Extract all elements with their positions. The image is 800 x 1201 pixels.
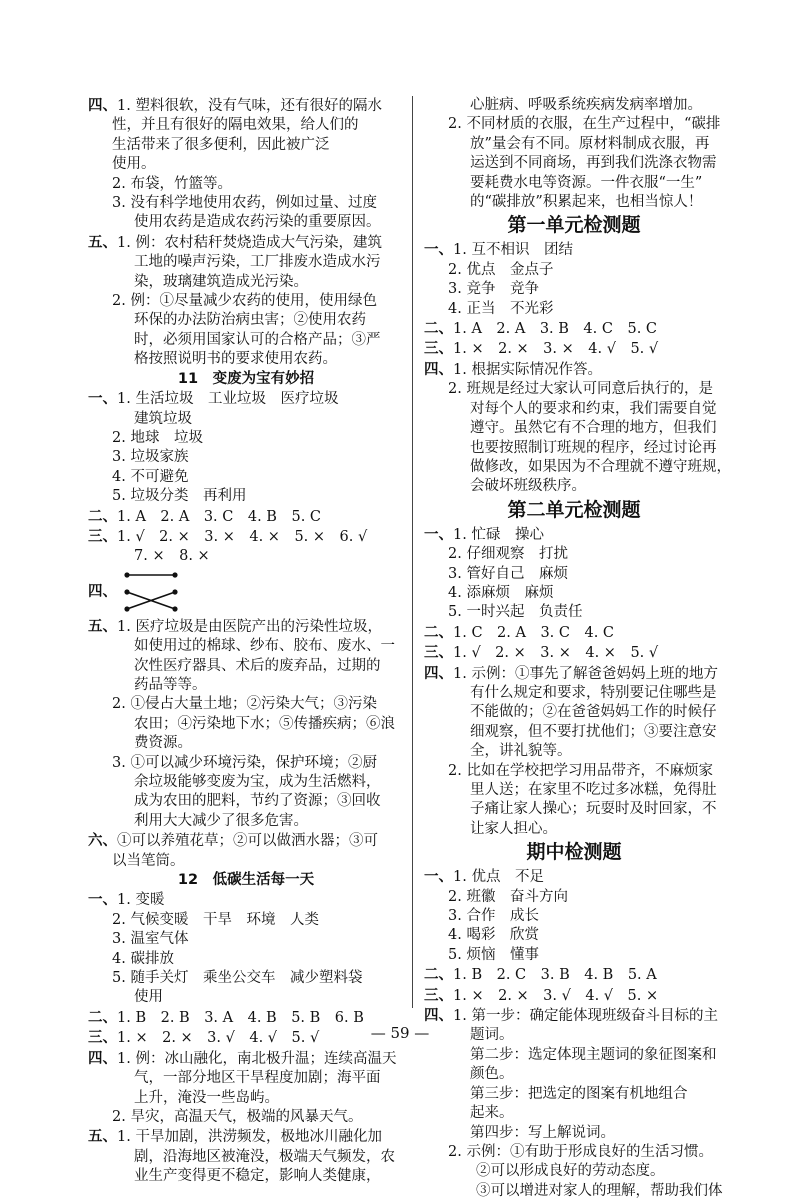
answer-line: 以当笔筒。: [112, 852, 185, 869]
answer-line: 做修改，如果因为不合理就不遵守班规，: [470, 458, 731, 475]
answer-line: 建筑垃圾: [134, 410, 192, 427]
column-divider: [412, 96, 413, 1008]
answer-line: 一、1. 互不相识 团结: [424, 241, 573, 259]
answer-line: 对每个人的要求和约束，我们需要自觉: [470, 400, 717, 417]
answer-line: 要耗费水电等资源。一件衣服“一生”: [470, 174, 703, 191]
answer-line: 起来。: [470, 1105, 514, 1122]
answer-line: 有什么规定和要求，特别要记住哪些是: [470, 684, 717, 701]
answer-line: 3. ①可以减少环境污染，保护环境；②厨: [112, 754, 377, 771]
answer-line: 会破坏班级秩序。: [470, 478, 586, 495]
answer-line: 5. 随手关灯 乘坐公交车 减少塑料袋: [112, 970, 363, 987]
answer-line: 二、1. A 2. A 3. C 4. B 5. C: [88, 507, 322, 525]
answer-line: 3. 管好自己 麻烦: [448, 565, 568, 582]
answer-line: 三、1. × 2. × 3. × 4. √ 5. √: [424, 340, 659, 358]
answer-line: 使用: [134, 989, 163, 1006]
section-marker: 二、: [424, 320, 453, 338]
answer-line: 三、1. × 2. × 3. √ 4. √ 5. √: [88, 1029, 320, 1047]
answer-line: 农田；④污染地下水；⑤传播疾病；⑥浪: [134, 715, 395, 732]
answer-line: 7. × 8. ×: [134, 548, 210, 565]
answer-line: 三、1. √ 2. × 3. × 4. × 5. × 6. √: [88, 527, 368, 545]
section-title: 第二单元检测题: [507, 498, 641, 521]
section-marker: 三、: [424, 986, 453, 1004]
answer-line: 4. 喝彩 欣赏: [448, 927, 539, 944]
answer-line: 5. 垃圾分类 再利用: [112, 488, 247, 505]
answer-line: 2. 布袋，竹篮等。: [112, 175, 232, 192]
section-marker: 一、: [88, 390, 117, 408]
section-marker: 五、: [88, 617, 117, 635]
answer-line: 一、1. 优点 不足: [424, 868, 544, 886]
answer-line: 第四步：写上解说词。: [470, 1124, 615, 1141]
answer-line: 运送到不同商场，再到我们洗涤衣物需: [470, 155, 717, 172]
answer-line: 染，玻璃建筑造成光污染。: [134, 273, 308, 290]
answer-line: 5. 烦恼 懂事: [448, 946, 539, 963]
lesson-title: 11 变废为宝有妙招: [177, 370, 315, 387]
answer-line: 细观察，但不要打扰他们；③要注意安: [470, 723, 717, 740]
answer-line: 第二步：选定体现主题词的象征图案和: [470, 1046, 717, 1063]
answer-line: 子痛让家人操心；玩耍时及时回家，不: [470, 801, 717, 818]
section-marker: 四、: [424, 1007, 453, 1025]
answer-line: 利用大大减少了很多危害。: [134, 812, 308, 829]
answer-line: 心脏病、呼吸系统疾病发病率增加。: [470, 97, 702, 113]
section-marker: 一、: [424, 868, 453, 886]
section-marker: 二、: [88, 507, 117, 525]
answer-line: 4. 碳排放: [112, 950, 174, 967]
section-marker: 五、: [88, 1128, 117, 1146]
left-column: [88, 96, 404, 1187]
section-marker: 四、: [88, 1049, 117, 1067]
section-marker: 二、: [424, 966, 453, 984]
answer-line: 3. 没有科学地使用农药，例如过量、过度: [112, 195, 377, 212]
answer-line: 一、1. 生活垃圾 工业垃圾 医疗垃圾: [88, 390, 339, 408]
answer-line: 4. 不可避免: [112, 468, 189, 485]
answer-line: 次性医疗器具、术后的废弃品，过期的: [134, 657, 381, 674]
answer-line: 三、1. √ 2. × 3. × 4. × 5. √: [424, 644, 659, 662]
answer-line: 4. 正当 不光彩: [448, 300, 554, 317]
match-dot: [172, 589, 177, 594]
question-label: 四、: [88, 583, 117, 601]
match-dot: [124, 572, 129, 577]
answer-line: 3. 垃圾家族: [112, 449, 189, 466]
match-dot: [124, 606, 129, 611]
answer-line: 业生产变得更不稳定，影响人类健康，: [134, 1168, 381, 1185]
section-marker: 一、: [424, 241, 453, 259]
answer-line: 题词。: [470, 1027, 514, 1044]
answer-line: 工地的噪声污染，工厂排废水造成水污: [134, 254, 381, 271]
answer-line: 费资源。: [134, 735, 192, 752]
answer-line: 药品等等。: [134, 676, 207, 693]
answer-line: 也要按照制订班规的程序，经过讨论再: [470, 439, 717, 456]
answer-line: ③可以增进对家人的理解，帮助我们体: [476, 1182, 723, 1199]
lesson-title: 12 低碳生活每一天: [177, 872, 315, 889]
answer-line: 气，一部分地区干旱程度加剧；海平面: [134, 1070, 381, 1087]
match-dot: [172, 572, 177, 577]
answer-line: 上升，淹没一些岛屿。: [134, 1089, 279, 1106]
section-marker: 三、: [424, 644, 453, 662]
answer-line: 颜色。: [470, 1066, 514, 1083]
answer-line: 二、1. B 2. C 3. B 4. B 5. A: [424, 966, 657, 984]
answer-line: 3. 温室气体: [112, 931, 189, 948]
answer-line: 如使用过的棉球、纱布、胶布、废水、一: [134, 638, 395, 655]
answer-line: 环保的办法防治病虫害；②使用农药: [134, 312, 366, 329]
answer-line: 三、1. × 2. × 3. √ 4. √ 5. ×: [424, 986, 659, 1004]
section-marker: 五、: [88, 233, 117, 251]
answer-line: 四、1. 示例：①事先了解爸爸妈妈上班的地方: [424, 664, 718, 682]
section-marker: 三、: [424, 340, 453, 358]
section-marker: 一、: [88, 891, 117, 909]
answer-line: 4. 添麻烦 麻烦: [448, 584, 554, 601]
section-marker: 三、: [88, 1029, 117, 1047]
answer-line: 2. 仔细观察 打扰: [448, 546, 568, 563]
answer-line: 2. 示例：①有助于形成良好的生活习惯。: [448, 1143, 713, 1160]
answer-line: 一、1. 变暖: [88, 891, 165, 909]
answer-line: ②可以形成良好的劳动态度。: [476, 1163, 665, 1180]
answer-line: 四、1. 第一步：确定能体现班级奋斗目标的主: [424, 1007, 718, 1025]
answer-line: 五、1. 干旱加剧，洪涝频发，极地冰川融化加: [88, 1128, 382, 1146]
answer-line: 遵守。虽然它有不合理的地方，但我们: [470, 420, 717, 437]
section-marker: 四、: [88, 97, 117, 114]
answer-line: 2. 例：①尽量减少农药的使用，使用绿色: [112, 293, 377, 310]
answer-line: 一、1. 忙碌 操心: [424, 525, 544, 543]
answer-line: 2. 优点 金点子: [448, 261, 554, 278]
answer-line: 性，并且有很好的隔电效果，给人们的: [112, 117, 359, 134]
section-title: 期中检测题: [526, 841, 622, 864]
answer-line: 成为农田的肥料，节约了资源；③回收: [134, 793, 381, 810]
section-marker: 四、: [424, 664, 453, 682]
answer-line: 2. ①侵占大量土地；②污染大气；③污染: [112, 696, 377, 713]
answer-line: 里人送；在家里不吃过多冰糕，免得肚: [470, 782, 717, 798]
answer-line: 第三步：把选定的图案有机地组合: [470, 1085, 688, 1102]
answer-line: 全，讲礼貌等。: [470, 743, 572, 760]
match-dot: [172, 606, 177, 611]
answer-line: 使用。: [112, 156, 156, 173]
answer-line: 时，必须用国家认可的合格产品；③严: [134, 331, 381, 348]
section-marker: 四、: [424, 360, 453, 378]
answer-line: 2. 不同材质的衣服，在生产过程中，“碳排: [448, 116, 721, 133]
matching-answer: [88, 567, 404, 617]
answer-line: 五、1. 医疗垃圾是由医院产出的污染性垃圾，: [88, 617, 382, 635]
answer-line: 余垃圾能够变废为宝，成为生活燃料，: [134, 774, 381, 790]
answer-line: 二、1. B 2. B 3. A 4. B 5. B 6. B: [88, 1008, 364, 1026]
answer-line: 五、1. 例：农村秸秆焚烧造成大气污染，建筑: [88, 233, 382, 251]
section-marker: 六、: [88, 832, 117, 850]
answer-line: 3. 合作 成长: [448, 908, 539, 925]
section-marker: 一、: [424, 525, 453, 543]
answer-line: 的“碳排放”积累起来，也相当惊人！: [470, 194, 703, 211]
answer-line: 二、1. A 2. A 3. B 4. C 5. C: [424, 320, 658, 338]
answer-line: 六、①可以养殖花草；②可以做洒水器；③可: [88, 832, 378, 850]
answer-line: 2. 班规是经过大家认可同意后执行的，是: [448, 381, 713, 398]
section-marker: 二、: [424, 623, 453, 641]
answer-line: 四、1. 根据实际情况作答。: [424, 360, 602, 378]
answer-line: 2. 旱灾，高温天气，极端的风暴天气。: [112, 1108, 363, 1125]
answer-line: 2. 比如在学校把学习用品带齐，不麻烦家: [448, 762, 713, 779]
answer-line: 2. 气候变暖 干旱 环境 人类: [112, 911, 319, 928]
section-title: 第一单元检测题: [507, 214, 641, 237]
answer-line: 不能做的；②在爸爸妈妈工作的时候仔: [470, 704, 717, 721]
answer-line: 2. 班徽 奋斗方向: [448, 888, 568, 905]
answer-line: 5. 一时兴起 负责任: [448, 604, 583, 621]
section-marker: 三、: [88, 527, 117, 545]
answer-line: 放”量会有不同。原材料制成衣服，再: [470, 135, 710, 152]
answer-line: 生活带来了很多便利，因此被广泛: [112, 136, 330, 153]
answer-line: 3. 竞争 竞争: [448, 281, 539, 298]
answer-line: 使用农药是造成农药污染的重要原因。: [134, 214, 381, 231]
answer-line: 剧，沿海地区被淹没，极端天气频发，农: [134, 1148, 395, 1165]
answer-line: 2. 地球 垃圾: [112, 429, 203, 446]
answer-line: 四、1. 例：冰山融化，南北极升温；连续高温天: [88, 1049, 397, 1067]
answer-line: 让家人担心。: [470, 820, 557, 837]
section-marker: 二、: [88, 1008, 117, 1026]
answer-line: 二、1. C 2. A 3. C 4. C: [424, 623, 615, 641]
answer-line: 格按照说明书的要求使用农药。: [134, 351, 337, 368]
answer-line: 四、1. 塑料很软，没有气味，还有很好的隔水: [88, 97, 382, 114]
match-dot: [124, 589, 129, 594]
matching-lines-diagram: [121, 569, 181, 615]
page-number: — 59 —: [370, 1024, 430, 1042]
